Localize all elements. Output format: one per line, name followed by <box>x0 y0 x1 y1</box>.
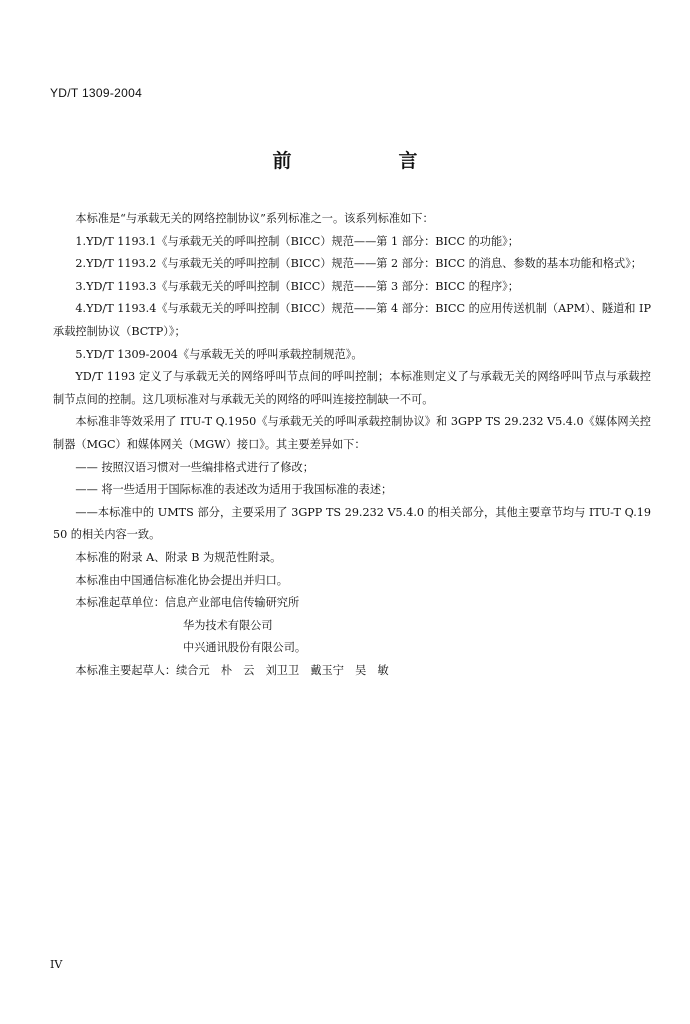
series-item-4: 4.YD/T 1193.4《与承载无关的呼叫控制（BICC）规范——第 4 部分：BICC 的应用传送机制（APM）、隧道和 IP 承载控制协议（BCTP）》； <box>53 302 652 338</box>
adoption-paragraph: 本标准非等效采用了 ITU-T Q.1950《与承载无关的呼叫承载控制协议》和 3GPP TS 29.232 V5.4.0《媒体网关控制器（MGC）和媒体网关（MGW）接口》。其主要差异如下： <box>53 415 651 451</box>
annex-paragraph: 本标准的附录 A、附录 B 为规范性附录。 <box>75 550 282 564</box>
scope-paragraph: YD/T 1193 定义了与承载无关的网络呼叫节点间的呼叫控制；本标准则定义了与承载无关的网络呼叫节点与承载控制节点间的控制。这几项标准对与承载无关的网络的呼叫连接控制缺一不可。 <box>53 370 651 406</box>
page-number: IV <box>50 958 63 971</box>
proposer-paragraph: 本标准由中国通信标准化协会提出并归口。 <box>75 573 288 587</box>
drafting-unit-3: 中兴通讯股份有限公司。 <box>183 641 307 655</box>
series-item-3: 3.YD/T 1193.3《与承载无关的呼叫控制（BICC）规范——第 3 部分：BICC 的程序》； <box>75 279 519 293</box>
drafting-unit-2: 华为技术有限公司 <box>183 618 273 632</box>
difference-item-1: —— 按照汉语习惯对一些编排格式进行了修改； <box>75 460 314 474</box>
difference-item-2: —— 将一些适用于国际标准的表述改为适用于我国标准的表述； <box>75 483 393 497</box>
difference-item-3: ——本标准中的 UMTS 部分，主要采用了 3GPP TS 29.232 V5.4.0 的相关部分，其他主要章节均与 ITU-T Q.1950 的相关内容一致。 <box>53 505 651 542</box>
main-drafters: 本标准主要起草人：续合元 朴 云 刘卫卫 戴玉宁 吴 敏 <box>75 663 389 677</box>
standard-code: YD/T 1309-2004 <box>50 86 143 100</box>
series-item-5: 5.YD/T 1309-2004《与承载无关的呼叫承载控制规范》。 <box>75 347 363 361</box>
page-title: 前 言 <box>272 150 462 172</box>
document-body <box>53 208 651 682</box>
series-item-1: 1.YD/T 1193.1《与承载无关的呼叫控制（BICC）规范——第 1 部分：BICC 的功能》； <box>75 234 519 248</box>
series-item-2: 2.YD/T 1193.2《与承载无关的呼叫控制（BICC）规范——第 2 部分：BICC 的消息、参数的基本功能和格式》； <box>75 257 642 271</box>
drafting-unit-1: 本标准起草单位：信息产业部电信传输研究所 <box>75 596 300 610</box>
intro-paragraph: 本标准是“与承载无关的网络控制协议”系列标准之一。该系列标准如下： <box>75 212 434 225</box>
